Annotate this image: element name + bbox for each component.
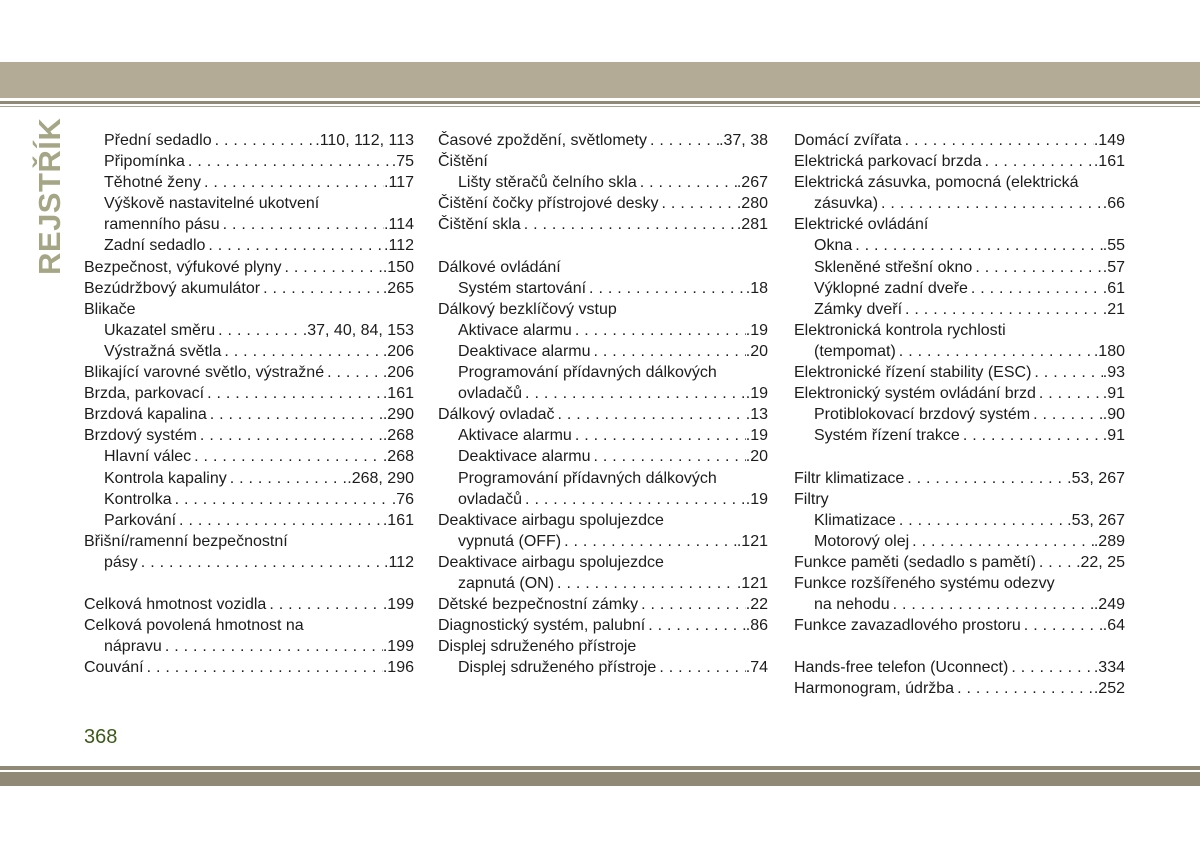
dot-leader xyxy=(521,214,737,235)
entry-term: Couvání xyxy=(84,659,144,677)
index-subentry xyxy=(438,341,768,362)
index-subentry xyxy=(84,446,414,467)
dot-leader xyxy=(201,172,384,193)
index-column-1 xyxy=(84,130,414,678)
index-subentry xyxy=(794,425,1125,446)
entry-term: Programování přídavných dálkových xyxy=(458,469,717,487)
index-column-2 xyxy=(438,130,768,678)
index-entry xyxy=(794,573,1125,594)
index-subentry xyxy=(794,235,1125,256)
entry-pages: .64 xyxy=(1102,617,1125,635)
entry-term: (tempomat) xyxy=(814,342,896,360)
index-entry xyxy=(84,278,414,299)
entry-pages: .37, 38 xyxy=(719,132,768,149)
entry-pages: .86 xyxy=(745,617,768,635)
section-title: REJSTŘÍK xyxy=(32,117,67,275)
dot-leader xyxy=(522,489,746,510)
index-subentry xyxy=(438,383,768,404)
entry-term: Dětské bezpečnostní zámky xyxy=(438,596,639,614)
entry-pages: .161 xyxy=(382,385,414,403)
entry-term: Deaktivace airbagu spolujezdce xyxy=(438,553,664,571)
index-entry xyxy=(84,531,414,552)
dot-leader xyxy=(982,151,1094,172)
entry-pages: .280 xyxy=(736,195,768,213)
dot-leader xyxy=(281,257,382,278)
header-rule-thin xyxy=(0,106,1200,107)
index-subentry xyxy=(84,468,414,489)
dot-leader xyxy=(1008,657,1094,678)
index-entry xyxy=(84,404,414,425)
entry-term: Připomínka xyxy=(104,153,185,171)
dot-leader xyxy=(162,636,383,657)
dot-leader xyxy=(656,657,745,678)
index-entry xyxy=(794,172,1125,193)
dot-leader xyxy=(972,257,1102,278)
entry-pages: .22 xyxy=(745,596,768,614)
entry-pages: .268, 290 xyxy=(347,469,414,487)
entry-pages: .20 xyxy=(745,448,768,466)
dot-leader xyxy=(645,615,746,636)
index-entry xyxy=(438,130,768,151)
index-entry xyxy=(794,214,1125,235)
entry-pages: .93 xyxy=(1102,364,1125,382)
dot-leader xyxy=(968,278,1103,299)
index-spacer xyxy=(794,446,1125,467)
entry-pages: .91 xyxy=(1102,385,1125,403)
entry-term: Protiblokovací brzdový systém xyxy=(814,406,1031,424)
dot-leader xyxy=(1030,404,1103,425)
index-spacer xyxy=(84,573,414,594)
index-entry xyxy=(84,383,414,404)
entry-term: Elektrická zásuvka, pomocná (elektrická xyxy=(794,174,1079,192)
entry-pages: .121 xyxy=(736,532,768,550)
entry-pages: .161 xyxy=(1093,153,1125,171)
entry-pages: .76 xyxy=(391,490,414,508)
dot-leader xyxy=(221,341,382,362)
entry-pages: .281 xyxy=(736,216,768,234)
entry-term: Celková hmotnost vozidla xyxy=(84,596,267,614)
dot-leader xyxy=(266,594,383,615)
index-entry xyxy=(438,151,768,172)
entry-pages: .334 xyxy=(1093,659,1125,677)
entry-pages: .19 xyxy=(745,321,768,339)
index-entry xyxy=(794,678,1125,699)
dot-leader xyxy=(572,320,746,341)
index-entry xyxy=(438,552,768,573)
index-subentry xyxy=(438,489,768,510)
entry-term: nápravu xyxy=(104,638,162,656)
page-number: 368 xyxy=(84,726,118,748)
entry-term: Čištění čočky přístrojové desky xyxy=(438,195,659,213)
entry-term: Deaktivace alarmu xyxy=(458,342,591,360)
entry-pages: .149 xyxy=(1093,132,1125,149)
index-entry xyxy=(84,657,414,678)
index-subentry xyxy=(438,446,768,467)
index-subentry xyxy=(794,594,1125,615)
dot-leader xyxy=(554,573,737,594)
index-spacer xyxy=(438,235,768,256)
footer-band xyxy=(0,772,1200,786)
index-entry xyxy=(438,615,768,636)
dot-leader xyxy=(902,130,1094,151)
entry-term: Časové zpoždění, světlomety xyxy=(438,132,647,149)
entry-term: Zadní sedadlo xyxy=(104,237,206,255)
entry-pages: .112 xyxy=(384,237,414,255)
index-subentry xyxy=(84,489,414,510)
entry-term: Diagnostický systém, palubní xyxy=(438,617,646,635)
entry-term: Systém startování xyxy=(458,279,587,297)
entry-term: ramenního pásu xyxy=(104,216,220,234)
index-entry xyxy=(438,299,768,320)
index-subentry xyxy=(84,151,414,172)
index-subentry xyxy=(438,573,768,594)
index-subentry xyxy=(84,193,414,214)
index-entry xyxy=(794,383,1125,404)
entry-term: vypnutá (OFF) xyxy=(458,532,562,550)
entry-term: ovladačů xyxy=(458,490,523,508)
dot-leader xyxy=(890,594,1094,615)
entry-term: Okna xyxy=(814,237,853,255)
entry-pages: .112 xyxy=(384,553,414,571)
dot-leader xyxy=(960,425,1103,446)
index-subentry xyxy=(84,235,414,256)
entry-pages: .37, 40, 84, 153 xyxy=(302,321,414,339)
entry-term: Lišty stěračů čelního skla xyxy=(458,174,637,192)
entry-term: Deaktivace alarmu xyxy=(458,448,591,466)
entry-pages: .180 xyxy=(1093,342,1125,360)
entry-pages: .252 xyxy=(1093,680,1125,698)
index-subentry xyxy=(794,299,1125,320)
dot-leader xyxy=(591,446,746,467)
entry-pages: .57 xyxy=(1102,258,1125,276)
entry-term: Filtr klimatizace xyxy=(794,469,905,487)
entry-term: Dálkové ovládání xyxy=(438,258,561,276)
entry-pages: .53, 267 xyxy=(1067,511,1125,529)
entry-term: Bezúdržbový akumulátor xyxy=(84,279,261,297)
dot-leader xyxy=(896,341,1094,362)
dot-leader xyxy=(144,657,383,678)
dot-leader xyxy=(638,594,746,615)
dot-leader xyxy=(227,468,348,489)
entry-pages: .110, 112, 113 xyxy=(315,132,414,149)
dot-leader xyxy=(1036,552,1076,573)
entry-term: Hands-free telefon (Uconnect) xyxy=(794,659,1009,677)
dot-leader xyxy=(586,278,746,299)
dot-leader xyxy=(522,383,746,404)
index-entry xyxy=(84,299,414,320)
dot-leader xyxy=(561,531,737,552)
dot-leader xyxy=(1021,615,1103,636)
entry-term: Břišní/ramenní bezpečnostní xyxy=(84,532,288,550)
index-subentry xyxy=(438,657,768,678)
dot-leader xyxy=(260,278,383,299)
entry-pages: .199 xyxy=(382,596,414,614)
entry-pages: .121 xyxy=(736,574,768,592)
entry-pages: .22, 25 xyxy=(1076,553,1125,571)
entry-term: Blikající varovné světlo, výstražné xyxy=(84,364,325,382)
index-entry xyxy=(438,636,768,657)
index-subentry xyxy=(794,193,1125,214)
index-entry xyxy=(794,489,1125,510)
entry-pages: .206 xyxy=(382,364,414,382)
entry-term: Čištění xyxy=(438,153,488,171)
entry-term: Motorový olej xyxy=(814,532,910,550)
entry-term: Systém řízení trakce xyxy=(814,427,960,445)
index-subentry xyxy=(794,341,1125,362)
entry-pages: .19 xyxy=(745,385,768,403)
entry-term: Přední sedadlo xyxy=(104,132,212,149)
dot-leader xyxy=(204,383,383,404)
index-spacer xyxy=(794,636,1125,657)
entry-pages: .53, 267 xyxy=(1067,469,1125,487)
entry-pages: .289 xyxy=(1093,532,1125,550)
index-entry xyxy=(794,151,1125,172)
entry-term: Deaktivace airbagu spolujezdce xyxy=(438,511,664,529)
dot-leader xyxy=(902,299,1103,320)
entry-pages: .117 xyxy=(384,174,414,192)
entry-pages: .90 xyxy=(1102,406,1125,424)
entry-pages: .267 xyxy=(736,174,768,192)
entry-term: Elektrické ovládání xyxy=(794,216,929,234)
index-subentry xyxy=(794,404,1125,425)
index-subentry xyxy=(438,468,768,489)
dot-leader xyxy=(647,130,719,151)
index-column-3 xyxy=(794,130,1125,700)
entry-term: Dálkový bezklíčový vstup xyxy=(438,300,617,318)
index-subentry xyxy=(84,172,414,193)
index-entry xyxy=(794,657,1125,678)
dot-leader xyxy=(909,531,1094,552)
index-entry xyxy=(84,257,414,278)
index-entry xyxy=(438,257,768,278)
entry-pages: .19 xyxy=(745,490,768,508)
entry-term: Blikače xyxy=(84,300,136,318)
entry-pages: .75 xyxy=(391,153,414,171)
index-entry xyxy=(438,594,768,615)
entry-term: Elektronický systém ovládání brzd xyxy=(794,385,1036,403)
entry-pages: .161 xyxy=(382,511,414,529)
index-entry xyxy=(794,130,1125,151)
index-subentry xyxy=(84,552,414,573)
entry-term: Brzdová kapalina xyxy=(84,406,207,424)
entry-term: pásy xyxy=(104,553,138,571)
index-entry xyxy=(438,510,768,531)
entry-pages: .13 xyxy=(745,406,768,424)
entry-term: Elektronická kontrola rychlosti xyxy=(794,321,1006,339)
entry-term: Elektronické řízení stability (ESC) xyxy=(794,364,1032,382)
entry-pages: .206 xyxy=(382,342,414,360)
entry-term: na nehodu xyxy=(814,596,890,614)
dot-leader xyxy=(185,151,392,172)
entry-term: Displej sdruženého přístroje xyxy=(438,638,637,656)
dot-leader xyxy=(572,425,746,446)
index-subentry xyxy=(438,278,768,299)
entry-pages: .74 xyxy=(745,659,768,677)
dot-leader xyxy=(172,489,392,510)
header-band xyxy=(0,62,1200,98)
entry-term: Výklopné zadní dveře xyxy=(814,279,968,297)
index-subentry xyxy=(794,257,1125,278)
entry-term: Funkce paměti (sedadlo s pamětí) xyxy=(794,553,1036,571)
entry-term: zapnutá (ON) xyxy=(458,574,555,592)
index-entry xyxy=(84,425,414,446)
entry-pages: .196 xyxy=(382,659,414,677)
entry-term: zásuvka) xyxy=(814,195,879,213)
entry-term: Bezpečnost, výfukové plyny xyxy=(84,258,282,276)
entry-term: Ukazatel směru xyxy=(104,321,216,339)
dot-leader xyxy=(896,510,1067,531)
index-subentry xyxy=(438,362,768,383)
entry-term: Výškově nastavitelné ukotvení xyxy=(104,195,320,213)
entry-term: Brzdový systém xyxy=(84,427,197,445)
dot-leader xyxy=(207,404,383,425)
index-subentry xyxy=(84,130,414,151)
entry-pages: .66 xyxy=(1102,195,1125,213)
entry-pages: .268 xyxy=(382,448,414,466)
entry-term: Hlavní válec xyxy=(104,448,192,466)
index-entry xyxy=(794,320,1125,341)
entry-term: Zámky dveří xyxy=(814,300,903,318)
index-subentry xyxy=(794,531,1125,552)
index-subentry xyxy=(438,425,768,446)
index-subentry xyxy=(438,531,768,552)
footer-rule xyxy=(0,766,1200,770)
entry-term: Programování přídavných dálkových xyxy=(458,364,717,382)
index-subentry xyxy=(84,510,414,531)
index-entry xyxy=(84,615,414,636)
dot-leader xyxy=(324,362,383,383)
entry-term: Funkce zavazadlového prostoru xyxy=(794,617,1021,635)
index-subentry xyxy=(84,320,414,341)
entry-term: Čištění skla xyxy=(438,216,521,234)
header-rule xyxy=(0,101,1200,104)
entry-pages: .61 xyxy=(1102,279,1125,297)
index-subentry xyxy=(794,510,1125,531)
entry-pages: .249 xyxy=(1093,596,1125,614)
dot-leader xyxy=(878,193,1103,214)
dot-leader xyxy=(659,193,737,214)
entry-term: ovladačů xyxy=(458,385,523,403)
index-entry xyxy=(438,193,768,214)
dot-leader xyxy=(197,425,383,446)
index-subentry xyxy=(84,214,414,235)
entry-term: Celková povolená hmotnost na xyxy=(84,617,304,635)
entry-pages: .265 xyxy=(382,279,414,297)
entry-pages: .18 xyxy=(745,279,768,297)
index-entry xyxy=(84,594,414,615)
index-entry xyxy=(794,468,1125,489)
dot-leader xyxy=(205,235,384,256)
dot-leader xyxy=(1036,383,1103,404)
dot-leader xyxy=(591,341,746,362)
entry-pages: .268 xyxy=(382,427,414,445)
dot-leader xyxy=(176,510,383,531)
entry-pages: .114 xyxy=(384,216,414,234)
entry-pages: .55 xyxy=(1102,237,1125,255)
entry-pages: .20 xyxy=(745,342,768,360)
entry-term: Kontrola kapaliny xyxy=(104,469,227,487)
dot-leader xyxy=(954,678,1094,699)
entry-term: Dálkový ovladač xyxy=(438,406,555,424)
entry-pages: .290 xyxy=(382,406,414,424)
entry-term: Elektrická parkovací brzda xyxy=(794,153,982,171)
index-entry xyxy=(84,362,414,383)
index-entry xyxy=(438,404,768,425)
dot-leader xyxy=(555,404,746,425)
dot-leader xyxy=(637,172,737,193)
dot-leader xyxy=(904,468,1067,489)
dot-leader xyxy=(1031,362,1102,383)
entry-term: Skleněné střešní okno xyxy=(814,258,973,276)
entry-term: Domácí zvířata xyxy=(794,132,902,149)
entry-pages: .199 xyxy=(382,638,414,656)
entry-pages: .91 xyxy=(1102,427,1125,445)
entry-term: Parkování xyxy=(104,511,177,529)
dot-leader xyxy=(212,130,316,151)
entry-pages: .150 xyxy=(382,258,414,276)
entry-pages: .21 xyxy=(1102,300,1125,318)
index-subentry xyxy=(438,320,768,341)
index-entry xyxy=(794,362,1125,383)
entry-term: Displej sdruženého přístroje xyxy=(458,659,657,677)
entry-term: Aktivace alarmu xyxy=(458,321,572,339)
entry-pages: .19 xyxy=(745,427,768,445)
entry-term: Kontrolka xyxy=(104,490,172,508)
entry-term: Filtry xyxy=(794,490,829,508)
dot-leader xyxy=(191,446,383,467)
entry-term: Klimatizace xyxy=(814,511,896,529)
index-subentry xyxy=(84,636,414,657)
index-subentry xyxy=(438,172,768,193)
entry-term: Výstražná světla xyxy=(104,342,222,360)
entry-term: Brzda, parkovací xyxy=(84,385,205,403)
index-subentry xyxy=(84,341,414,362)
entry-term: Těhotné ženy xyxy=(104,174,201,192)
index-subentry xyxy=(794,278,1125,299)
dot-leader xyxy=(215,320,303,341)
entry-term: Funkce rozšířeného systému odezvy xyxy=(794,574,1055,592)
index-entry xyxy=(794,615,1125,636)
index-entry xyxy=(438,214,768,235)
entry-term: Aktivace alarmu xyxy=(458,427,572,445)
dot-leader xyxy=(852,235,1103,256)
index-entry xyxy=(794,552,1125,573)
entry-term: Harmonogram, údržba xyxy=(794,680,955,698)
dot-leader xyxy=(138,552,384,573)
dot-leader xyxy=(220,214,384,235)
